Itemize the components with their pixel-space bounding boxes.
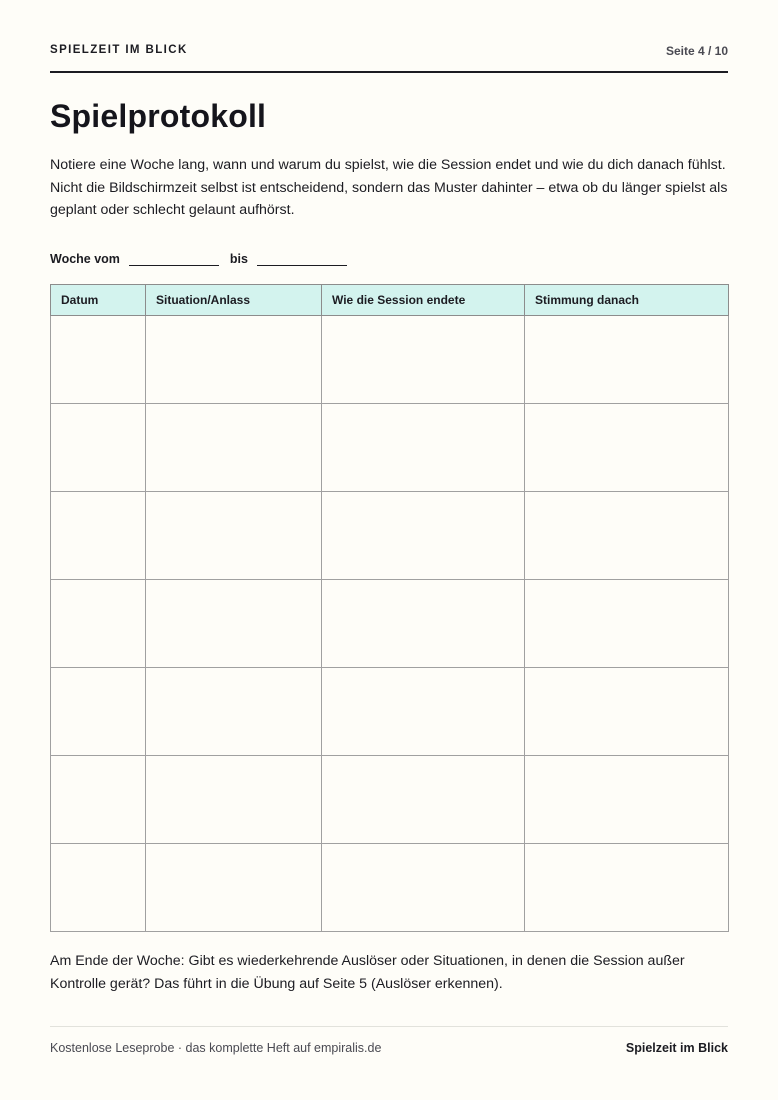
page-indicator: Seite 4 / 10 <box>665 44 728 58</box>
mood-cell[interactable] <box>525 580 729 668</box>
page-title: Spielprotokoll <box>50 98 267 134</box>
session-end-cell[interactable] <box>322 316 525 404</box>
date-cell[interactable] <box>51 668 146 756</box>
date-cell[interactable] <box>51 404 146 492</box>
session-end-cell[interactable] <box>322 668 525 756</box>
column-header-mood: Stimmung danach <box>525 285 729 316</box>
column-header-situation: Situation/Anlass <box>146 285 322 316</box>
session-end-cell[interactable] <box>322 756 525 844</box>
situation-cell[interactable] <box>146 492 322 580</box>
week-to-label: bis <box>229 252 248 266</box>
outro-paragraph: Am Ende der Woche: Gibt es wiederkehrende Auslöser oder Situationen, in denen die Session außer Kontrolle gerät? Das führt in die Übung auf Seite 5 (Auslöser erkennen). <box>50 953 685 992</box>
brand-name: SPIELZEIT IM BLICK <box>50 44 188 56</box>
date-cell[interactable] <box>51 316 146 404</box>
table-header-row <box>51 285 729 316</box>
footer-brand: Spielzeit im Blick <box>625 1041 728 1055</box>
table-row <box>51 756 729 844</box>
situation-cell[interactable] <box>146 844 322 932</box>
header-divider <box>50 71 728 73</box>
mood-cell[interactable] <box>525 668 729 756</box>
date-cell[interactable] <box>51 580 146 668</box>
page-header <box>50 44 728 62</box>
situation-cell[interactable] <box>146 316 322 404</box>
session-end-cell[interactable] <box>322 844 525 932</box>
column-header-date: Datum <box>51 285 146 316</box>
footer-divider <box>50 1026 728 1027</box>
table-row <box>51 668 729 756</box>
date-cell[interactable] <box>51 844 146 932</box>
mood-cell[interactable] <box>525 404 729 492</box>
table-row <box>51 404 729 492</box>
situation-cell[interactable] <box>146 668 322 756</box>
mood-cell[interactable] <box>525 316 729 404</box>
session-end-cell[interactable] <box>322 492 525 580</box>
situation-cell[interactable] <box>146 404 322 492</box>
table-row <box>51 316 729 404</box>
session-end-cell[interactable] <box>322 580 525 668</box>
intro-paragraph: Notiere eine Woche lang, wann und warum du spielst, wie die Session endet und wie du dich danach fühlst. Nicht die Bildschirmzeit selbst ist entscheidend, sondern das Muster dahinter – etwa ob du länger spielst als geplant oder schlecht gelaunt aufhörst. <box>50 157 728 218</box>
date-cell[interactable] <box>51 492 146 580</box>
mood-cell[interactable] <box>525 844 729 932</box>
situation-cell[interactable] <box>146 580 322 668</box>
mood-cell[interactable] <box>525 756 729 844</box>
situation-cell[interactable] <box>146 756 322 844</box>
mood-cell[interactable] <box>525 492 729 580</box>
game-log-table <box>50 284 729 932</box>
date-cell[interactable] <box>51 756 146 844</box>
session-end-cell[interactable] <box>322 404 525 492</box>
table-row <box>51 580 729 668</box>
week-from-field[interactable] <box>129 265 219 266</box>
table-row <box>51 844 729 932</box>
week-to-field[interactable] <box>257 265 347 266</box>
footer-note: Kostenlose Leseprobe · das komplette Heft auf empiralis.de <box>50 1041 382 1055</box>
week-range <box>50 252 356 266</box>
table-row <box>51 492 729 580</box>
week-from-label: Woche vom <box>50 252 120 266</box>
column-header-session-end: Wie die Session endete <box>322 285 525 316</box>
